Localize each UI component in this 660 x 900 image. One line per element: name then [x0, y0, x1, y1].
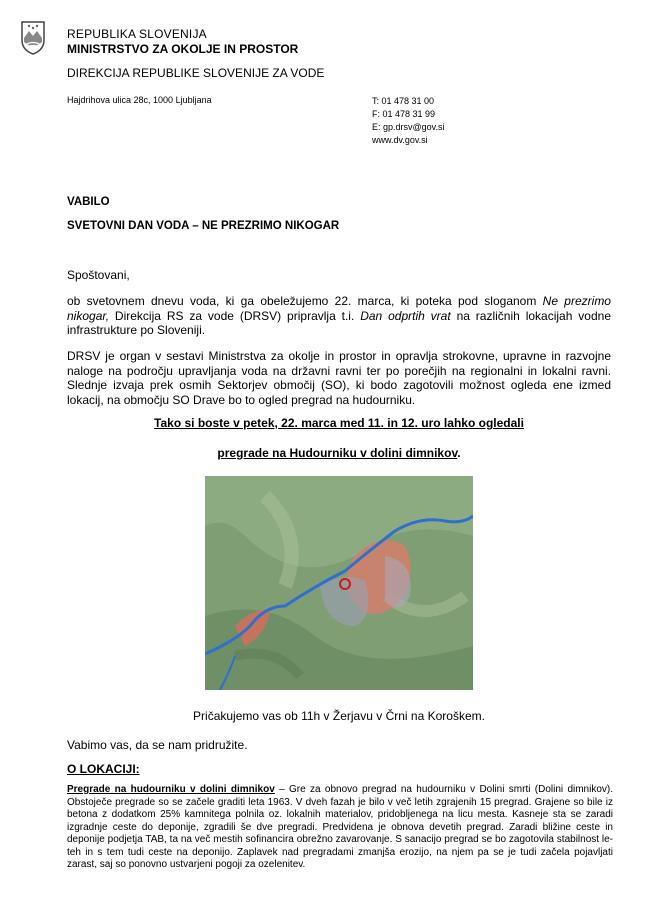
invitation-line: Vabimo vas, da se nam pridružite.: [67, 738, 248, 752]
header-address: Hajdrihova ulica 28c, 1000 Ljubljana: [67, 95, 212, 105]
email[interactable]: E: gp.drsv@gov.si: [372, 122, 445, 132]
paragraph-intro: ob svetovnem dnevu voda, ki ga obeležujemo 22. marca, ki poteka pod sloganom Ne prezrimo nikogar, Direkcija RS za vode (DRSV) pripravlja t.i. Dan odprtih vrat na različnih lokacijah vodne infrastrukture po Sloveniji.: [67, 294, 611, 337]
coat-of-arms-icon: [20, 20, 46, 56]
header-republic: REPUBLIKA SLOVENIJA: [67, 27, 207, 41]
website[interactable]: www.dv.gov.si: [372, 135, 428, 145]
location-description: Pregrade na hudourniku v dolini dimnikov – Gre za obnovo pregrad na hudourniku v Dolini smrti (Dolini dimnikov). Obstoječe pregrade so se začele graditi leta 1963. V dveh fazah je bilo v več letih zgrajenih 15 pregrad. Grajene so bile iz betona z dodatkom 25% kamnitega polnila oz. lokalnih materialov, pridobljenega na licu mesta. Kasneje sta se zaradi izgradnje ceste do deponije, zgradili še dve pregradi. Predvidena je obnova devetih pregrad. Zaradi bližine ceste in deponije podjetja TAB, ta na več mestih sofinancira obrežno zavarovanje. S sanacijo pregrad se bo zagotovila stabilnost le-teh in s tem tudi ceste na deponijo. Zaplavek nad pregradami zmanjša erozijo, na njem pa se je tudi začela pojavljati zarast, saj so ponovno ustvarjeni pogoji za ozelenitev.: [67, 784, 614, 870]
phone: T: 01 478 31 00: [372, 96, 435, 106]
header-contacts: [372, 95, 445, 147]
fax: F: 01 478 31 99: [372, 109, 436, 119]
section-heading: O LOKACIJI:: [67, 762, 140, 776]
greeting: Spoštovani,: [67, 268, 130, 282]
map-caption: Pričakujemo vas ob 11h v Žerjavu v Črni na Koroškem.: [193, 709, 485, 723]
document-title: VABILO: [67, 196, 110, 208]
document-subject: SVETOVNI DAN VODA – NE PREZRIMO NIKOGAR: [67, 220, 340, 232]
header-directorate: DIREKCIJA REPUBLIKE SLOVENIJE ZA VODE: [67, 66, 325, 80]
event-location-highlight: pregrade na Hudourniku v dolini dimnikov.: [217, 446, 461, 460]
location-lead: Pregrade na hudourniku v dolini dimnikov: [67, 784, 275, 795]
event-time-highlight: Tako si boste v petek, 22. marca med 11. in 12. uro lahko ogledali: [154, 416, 524, 430]
location-map-image: [205, 476, 473, 690]
header-ministry: MINISTRSTVO ZA OKOLJE IN PROSTOR: [67, 42, 299, 56]
paragraph-about-drsv: DRSV je organ v sestavi Ministrstva za okolje in prostor in opravlja strokovne, upravne in razvojne naloge na področju upravljanja voda na državni ravni ter po porečjih na regionalni in lokalni ravni. Slednje izvaja prek osmih Sektorjev območij (SO), ki bodo zagotovili možnost ogleda ene izmed lokacij, na območju SO Drave bo to ogled pregrad na hudourniku.: [67, 349, 611, 407]
